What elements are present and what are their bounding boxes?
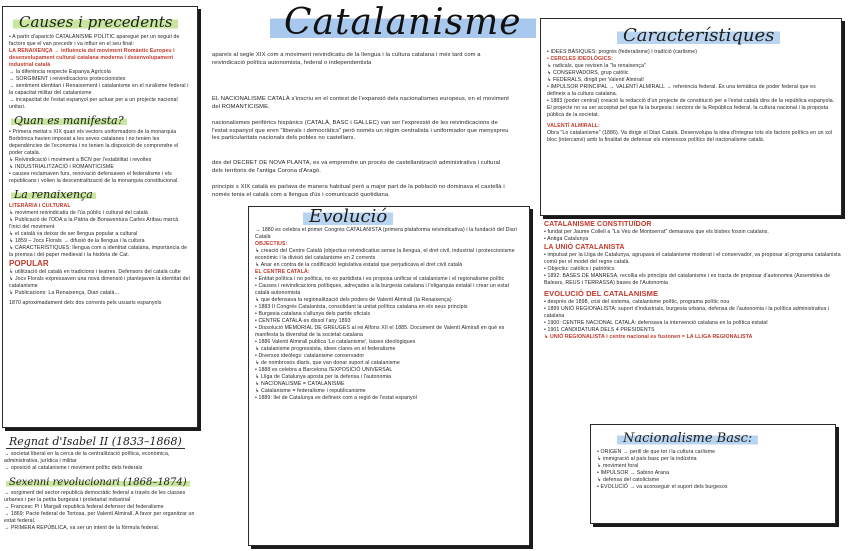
evolucio-line: • CENTRE CATALÀ es dissol l'any 1893 xyxy=(255,318,351,324)
constituidor-line: • Objectiu: catòlics i patriòtics xyxy=(544,266,615,272)
sexenni-title: Sexenni revolucionari (1868–1874) xyxy=(6,477,190,488)
constituidor-line: • 1892: BASES DE MANRESA, recollia els principis del catalanisme i es tracta de proposar d'autonomia (Assemblea de Balears, REUS i TERRASSA) bases de l'Autonomia xyxy=(544,273,831,286)
literaria-line: ↳ 1859 – Jocs Florals → difusió de la llengua i la cultura xyxy=(9,238,145,244)
literaria-line: ↳ el català va deixar de ser llengua popular a cultural xyxy=(9,231,138,237)
intro-paragraph-5 xyxy=(212,184,512,199)
causes-line: → sentiment identitari i Renaixement i catalanisme en el ruralisme federal i la capacitat militar del catalanisme xyxy=(9,83,189,96)
intro-text: apareix al segle XIX com a moviment reivindicatiu de la llengua i la cultura catalana i més tard com a reivindicació política autonomista, federal o independentista xyxy=(212,52,481,66)
literaria-line: ↳ CARACTERÍSTIQUES: llengua com a identitat catalana, importància de la premsa i del paper medieval i la història de Cat. xyxy=(9,245,188,258)
evolucio-line: ↳ Lliga de Catalunya aposta per la defensa i l'autonomia xyxy=(255,374,392,380)
caracteristiques-line: • IMPULSOR PRINCIPAL → VALENTÍ ALMIRALL → referència federal. És una temàtica de poder federal que es defineix a la cultura catalana. xyxy=(547,84,816,97)
unio-catalanista-title: LA UNIÓ CATALANISTA xyxy=(544,244,625,251)
popular-line: ↳ Jocs Florals expressaven una nova dimensió i plantejaven la identitat del catalanisme xyxy=(9,276,190,289)
evolucio-line: ↳ de nombrosos diaris, que van donar suport al catalanisme xyxy=(255,360,400,366)
evolucio-line: ↳ catalanisme progressista, idees clares en el federalisme xyxy=(255,346,396,352)
intro-paragraph-2 xyxy=(212,96,512,111)
popular-line: ↳ utilització del català en tradicions i teatres. Defensors del català culte xyxy=(9,269,181,275)
evolucio-line: • Dissolució MEMORIAL DE GREUGES al rei Alfons XII el 1885. Document de Valentí Almirall en què es manifesta la diversitat de la societat catalana xyxy=(255,325,505,338)
causes-line: → SORGIMENT i reivindicacions proteccionistes xyxy=(9,76,126,82)
intro-text: des del DECRET DE NOVA PLANTA, es va emprendre un procés de castellanització administrativa i cultural dels territoris de l'antiga Corona d'Aragó. xyxy=(212,160,501,174)
evolucio-line: ↳ Anar en contra de la codificació legislativa estatal que perjudicava el dret civil català xyxy=(255,262,463,268)
evol-catalanisme-line: • 1901 CANDIDATURA DELS 4 PRESIDENTS xyxy=(544,327,655,333)
basc-line: ↳ defensa del catolicisme xyxy=(597,477,660,483)
evolucio-line: • 1886 Valentí Almirall publica 'Lo catalanisme', bases ideològiques xyxy=(255,339,416,345)
basc-line: • IMPULSOR → Sabino Arana xyxy=(597,470,670,476)
evolucio-line: • Entitat política i no política, no es partidista i es proposa unificar el catalanisme i el regionalisme polític xyxy=(255,276,505,282)
caracteristiques-panel xyxy=(540,18,842,216)
who-line: ↳ Reivindicació i moviment a BCN per l'estabilitat i revoltes xyxy=(9,157,152,163)
evolucio-line: • 1888 es celebra a Barcelona l'EXPOSICIÓ UNIVERSAL xyxy=(255,367,393,373)
constituidor-line: • Antiga Catalunya xyxy=(544,236,589,242)
evol-catalanisme-line: • després de 1898, crisi del sistema, catalanisme polític, programa polític nou xyxy=(544,299,730,305)
evolucio-line: ↳ NACIONALISME = CATALANISME xyxy=(255,381,345,387)
caracteristiques-line: ↳ CONSERVADORS, grup catòlic xyxy=(547,70,629,76)
popular-line: ↳ Publicacions: La Renaixença, Diari català... xyxy=(9,290,120,296)
sexenni-line: → Francesc Pi i Margall republicà federal defensor del federalisme xyxy=(4,504,164,510)
basc-panel xyxy=(590,424,836,524)
caracteristiques-title: Característiques xyxy=(617,25,780,46)
caracteristiques-line: ↳ FEDERALS, dirigit per Valentí Almirall xyxy=(547,77,644,83)
evolucio-title: Evolució xyxy=(303,206,393,227)
almirall-text: Obra "Lo catalanisme" (1886). Va dirigir el Diari Català. Desenvolupa la idea d'integrar tots els factors polítics en un sol bloc (intercanvi) amb la finalitat de defensar els interessos polítics del nacionalisme català. xyxy=(547,130,833,143)
causes-line: → incapacitat de l'estat espanyol per actuar per a un projecte nacional unitari. xyxy=(9,97,178,110)
regnat-sexenni-section xyxy=(4,432,204,550)
evolucio-panel xyxy=(248,206,530,546)
evolucio-centre-catala: EL CENTRE CATALÀ: xyxy=(255,269,310,275)
evolucio-content xyxy=(255,227,523,402)
evolucio-line: ↳ Catalanisme = federalisme i republicanisme xyxy=(255,388,366,394)
almirall-title: VALENTÍ ALMIRALL: xyxy=(547,123,600,129)
evol-catalanisme-line: • 1900: CENTRE NACIONAL CATALÀ: defensava la intervenció catalana en la política estatal xyxy=(544,320,768,326)
intro-text: principis s XIX català es parlava de manera habitual però a major part de la població no dominava el castellà i només tenia el català com a llengua d'ús i comunicació quotidiana. xyxy=(212,184,505,198)
constituidor-line: • impulsat per la Lliga de Catalunya, agrupava el catalanisme moderat i el conservador, va proposar al programa catalanista comú per el model del regne català. xyxy=(544,252,841,265)
caracteristiques-line: • CERCLES IDEOLÒGICS: xyxy=(547,56,613,62)
constituidor-title: CATALANISME CONSTITUÏDOR xyxy=(544,221,652,228)
caracteristiques-line: ↳ radicals, que revisen la "la renaixença" xyxy=(547,63,647,69)
basc-title: Nacionalisme Basc: xyxy=(617,431,758,446)
intro-text: nacionalismes perifèrics hispànics (CATALÀ, BASC i GALLEC) van ser l'expressió de les reivindicacions de l'estat espanyol que eren "liberals i democràtics" però només un règim centralista i uniformador que menyspreu les particularitats nacionals dels pobles no castellans. xyxy=(212,120,509,142)
causes-line: • A partir d'aparició CATALANISME POLÍTIC aparegué per un seguit de factors que el van precedir i va influir en el seu final: xyxy=(9,34,180,47)
evolucio-line: • Causes i reivindicacions polítiques, adreçades a la burgesia catalana i l'oligarquia estatal i crear un estat català autonomista xyxy=(255,283,510,296)
basc-line: ↳ immigració al país basc per la indústria xyxy=(597,456,697,462)
causes-line: → la diferència respecte Espanya Agrícola xyxy=(9,69,111,75)
causes-title: Causes i precedents xyxy=(13,13,178,31)
causes-panel xyxy=(2,6,198,428)
caracteristiques-line: • IDEES BÀSIQUES: progrés (federalisme) i tradició (carlisme) xyxy=(547,49,698,55)
evolucio-line: • 1889: llei de Catalunya es defineix com a regió de l'estat espanyol xyxy=(255,395,417,401)
renaixenca-title: La renaixença xyxy=(11,188,96,201)
who-line: ↳ INDUSTRIALITZACIÓ i ROMANTICISME xyxy=(9,164,114,170)
sexenni-line: → PRIMERA REPÚBLICA, va ser un intent de la fórmula federal. xyxy=(4,525,160,531)
who-title: Quan es manifesta? xyxy=(11,114,127,127)
evol-catalanisme-title: EVOLUCIÓ DEL CATALANISME xyxy=(544,289,659,298)
regnat-title: Regnat d'Isabel II (1833–1868) xyxy=(6,435,185,449)
evolucio-line: • 1883 II Congrés Catalanista, consolidant la unitat política catalana en els seus principis xyxy=(255,304,468,310)
evolucio-line: ↳ que defensava la regionalització dels poders de Valentí Almirall (la Renaixença) xyxy=(255,297,452,303)
regnat-line: → oposició al catalanisme i moviment polític dels federals xyxy=(4,465,143,471)
basc-line: ↳ moviment foral xyxy=(597,463,639,469)
evolucio-line: → 1880 es celebra el primer Congrés CATALANISTA (primera plataforma reivindicativa) i la fundació del Diari Català xyxy=(255,227,517,240)
evol-catalanisme-line: • 1899 UNIÓ REGIONALISTA: suport d'industrials, burgesia urbana, defensa de l'autonomia i la política administrativa i catalana xyxy=(544,306,830,319)
constituidor-section xyxy=(544,220,842,420)
literaria-line: ↳ moviment reivindicatiu de l'ús públic i cultural del català xyxy=(9,210,148,216)
sexenni-line: → sorgiment del sector republicà democràtic federal a través de les classes urbanes i per la petita burgesia i proletariat industrial xyxy=(4,490,186,503)
who-line: • Primera meitat s XIX quan els vectors uniformadors de la monarquia Borbònica havien imposat a les seves catalanes i no tenien les dependències de l'economia i no tenien la disposició de comprendre el poder català. xyxy=(9,129,179,156)
intro-paragraph-4 xyxy=(212,160,512,175)
constituidor-line: • fundat per Jaume Collell a "La Veu de Montserrat" demanava que els bisbes fossin catalans. xyxy=(544,229,769,235)
literaria-title: LITERÀRIA i CULTURAL xyxy=(9,203,71,209)
evol-catalanisme-line: ↳ UNIÓ REGIONALISTA i centre nacional es fusionen = LA LLIGA REGIONALISTA xyxy=(544,334,753,340)
who-line: • causes reclamaven furs, renovació defensaven el federalisme i els republicans i volien la descentralització de la monarquia constitucional. xyxy=(9,171,179,184)
literaria-line: ↳ Publicació de l'ODA a la Pàtria de Bonaventura Carles Aribau marcà l'inici del moviment xyxy=(9,217,179,230)
evolucio-objectius: OBJECTIUS: xyxy=(255,241,288,247)
intro-paragraph-1 xyxy=(212,52,512,67)
evolucio-line: • Diversos ideòlegs: catalanisme conservador xyxy=(255,353,365,359)
causes-line: LA RENAIXENÇA → influència del moviment Romàntic Europeu i desenvolupament cultural catalana moderna i desenvolupament industrial català xyxy=(9,48,175,68)
evolucio-line: ↳ creació del Centre Català (objectius reivindicatius sense la llengua, el dret civil, industrial i proteccionisme econòmic i la divisió del catalanisme en 2 corrents xyxy=(255,248,515,261)
regnat-line: → societat liberal en la cerca de la centralització política, econòmica, administrativa, jurídica i militar xyxy=(4,451,170,464)
renaixenca-footnote: 1870 aproximadament dels dos corrents pels usuaris espanyols xyxy=(9,300,162,306)
intro-paragraph-3 xyxy=(212,120,512,143)
evolucio-line: • Burgesia catalana s'allunya dels partits oficials xyxy=(255,311,371,317)
page-title: Catalanisme xyxy=(270,2,536,43)
intro-text: EL NACIONALISME CATALÀ s'inscriu en el context de l'expansió dels nacionalismes europeus, en el moviment del ROMANTICISME. xyxy=(212,96,510,110)
sexenni-line: → 1869: Pacte federal de Tortosa, per Valentí Almirall. A favor per organitzar un estat federal. xyxy=(4,511,195,524)
caracteristiques-line: • 1883 (poder central) creació la redacció d'un projecte de constitució per a l'estat català dins de la república espanyola. El projecte no va ser acceptat pel que fa la burgesia i sectors de la República federal, la cultura nacional i la proposta pública de la societat. xyxy=(547,98,835,118)
popular-title: POPULAR xyxy=(9,259,49,268)
basc-line: • ORIGEN → perill de que tot i la cultura carlisme xyxy=(597,449,716,455)
basc-line: • EVOLUCIÓ → va aconseguir el suport dels burgesos xyxy=(597,484,728,490)
